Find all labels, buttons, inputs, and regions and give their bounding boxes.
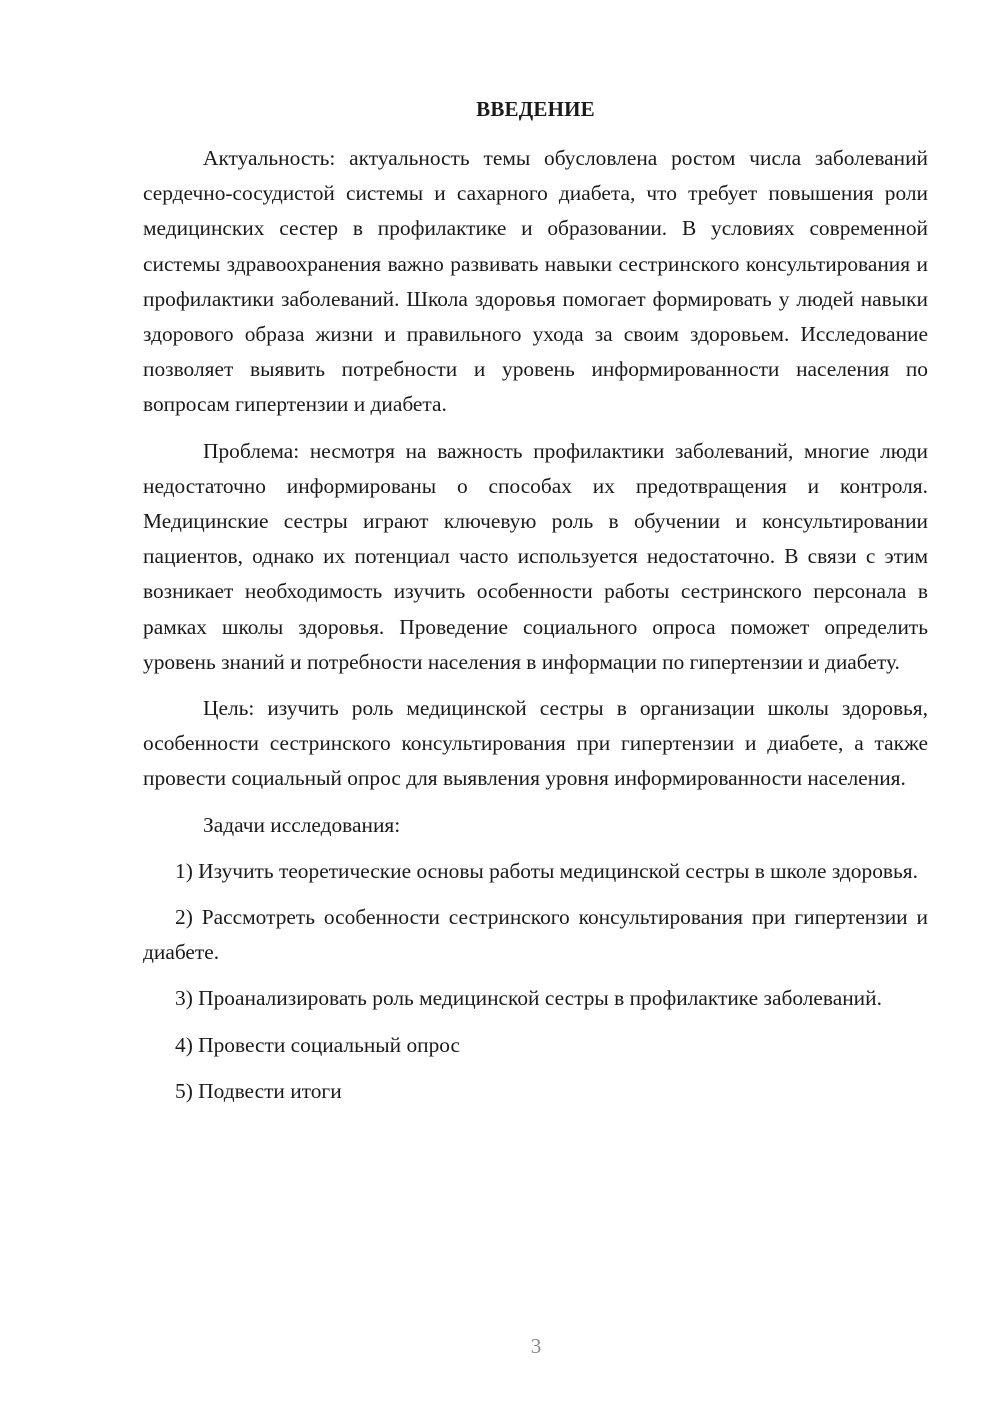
- paragraph-problem: Проблема: несмотря на важность профилактики заболеваний, многие люди недостаточно информированы о способах их предотвращения и контроля. Медицинские сестры играют ключевую роль в обучении и консультировании пациентов, однако их потенциал часто используется недостаточно. В связи с этим возникает необходимость изучить особенности работы сестринского персонала в рамках школы здоровья. Проведение социального опроса поможет определить уровень знаний и потребности населения в информации по гипертензии и диабету.: [143, 438, 928, 674]
- task-item: 3) Проанализировать роль медицинской сестры в профилактике заболеваний.: [175, 986, 882, 1011]
- task-item: 2) Рассмотреть особенности сестринского консультирования при гипертензии и диабете.: [143, 905, 928, 965]
- paragraph-goal: Цель: изучить роль медицинской сестры в организации школы здоровья, особенности сестринского консультирования при гипертензии и диабете, а также провести социальный опрос для выявления уровня информированности населения.: [143, 696, 928, 791]
- page-content: [143, 92, 928, 1120]
- paragraph-relevance: Актуальность: актуальность темы обусловлена ростом числа заболеваний сердечно-сосудистой системы и сахарного диабета, что требует повышения роли медицинских сестер в профилактике и образовании. В условиях современной системы здравоохранения важно развивать навыки сестринского консультирования и профилактики заболеваний. Школа здоровья помогает формировать у людей навыки здорового образа жизни и правильного ухода за своим здоровьем. Исследование позволяет выявить потребности и уровень информированности населения по вопросам гипертензии и диабета.: [143, 146, 928, 417]
- tasks-heading: Задачи исследования:: [203, 812, 401, 837]
- task-item: 4) Провести социальный опрос: [175, 1032, 461, 1057]
- section-title: ВВЕДЕНИЕ: [476, 97, 595, 121]
- task-item: 1) Изучить теоретические основы работы медицинской сестры в школе здоровья.: [175, 858, 918, 883]
- page-number: 3: [530, 1334, 542, 1358]
- task-item: 5) Подвести итоги: [175, 1078, 342, 1103]
